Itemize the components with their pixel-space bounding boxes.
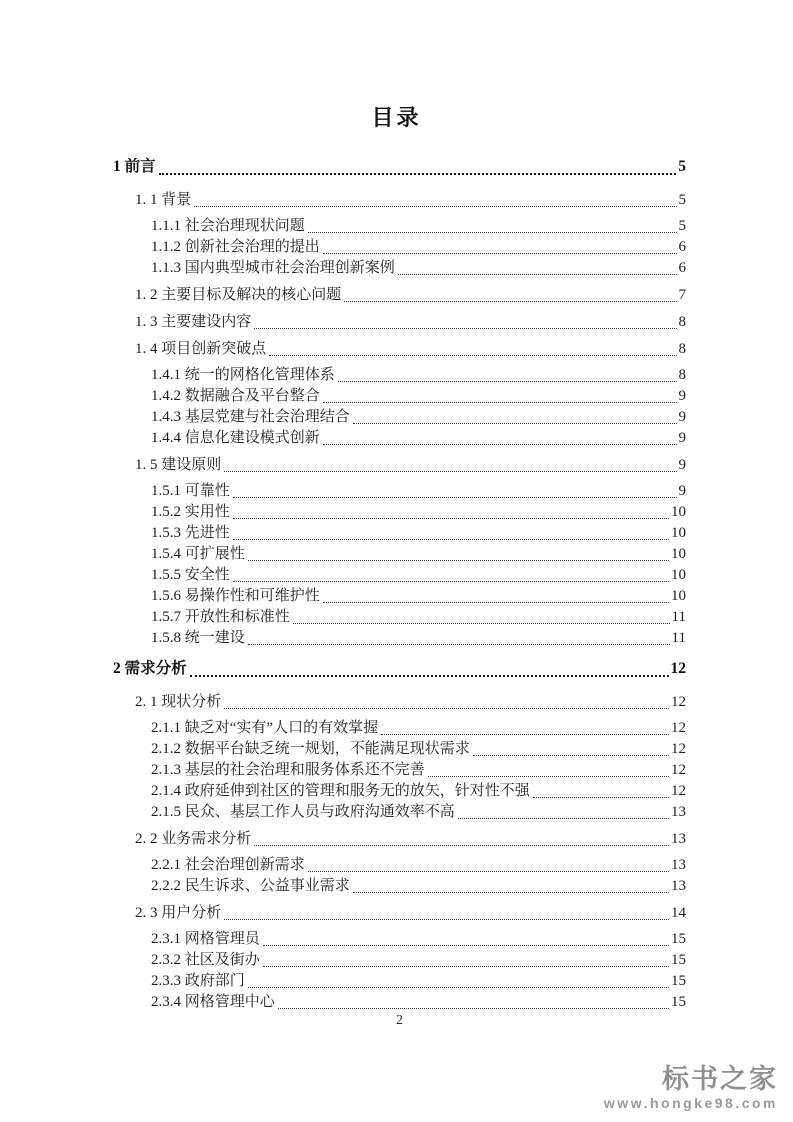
toc-leader-dots: [323, 402, 677, 403]
toc-entry-page: 5: [678, 218, 686, 234]
toc-entry[interactable]: [151, 544, 686, 565]
toc-leader-dots: [224, 919, 669, 920]
toc-entry[interactable]: [151, 739, 686, 760]
toc-entry-label: 1.4.2 数据融合及平台整合: [151, 388, 320, 404]
toc-entry[interactable]: [135, 692, 686, 713]
toc-entry-label: 2.1.3 基层的社会治理和服务体系还不完善: [151, 762, 425, 778]
toc-entry[interactable]: [151, 876, 686, 897]
toc-entry-label: 2.3.2 社区及街办: [151, 952, 260, 968]
toc-entry-label: 1.5.5 安全性: [151, 567, 230, 583]
toc-entry[interactable]: [151, 523, 686, 544]
toc-entry-label: 1.5.2 实用性: [151, 504, 230, 520]
toc-entry-page: 8: [678, 341, 686, 357]
toc-leader-dots: [194, 206, 676, 207]
toc-entry-label: 2.1.4 政府延伸到社区的管理和服务无的放矢，针对性不强: [151, 783, 530, 799]
toc-entry-page: 13: [671, 804, 686, 820]
toc-entry[interactable]: [151, 386, 686, 407]
toc-entry-label: 1.5.3 先进性: [151, 525, 230, 541]
toc-entry[interactable]: [151, 481, 686, 502]
toc-entry[interactable]: [113, 658, 686, 680]
toc-entry-label: 2. 1 现状分析: [135, 694, 222, 710]
toc-leader-dots: [533, 797, 669, 798]
toc-entry-page: 15: [671, 952, 686, 968]
toc-leader-dots: [254, 328, 676, 329]
toc-entry-page: 5: [678, 192, 686, 208]
toc-entry[interactable]: [151, 237, 686, 258]
toc-entry-label: 1.1.3 国内典型城市社会治理创新案例: [151, 260, 395, 276]
toc-entry-label: 1. 4 项目创新突破点: [135, 341, 267, 357]
toc-entry-page: 12: [671, 762, 686, 778]
toc-leader-dots: [353, 423, 677, 424]
page-title: 目录: [371, 105, 422, 130]
toc-entry-page: 12: [671, 741, 686, 757]
toc-entry[interactable]: [151, 992, 686, 1013]
toc-leader-dots: [233, 497, 677, 498]
toc-entry[interactable]: [151, 586, 686, 607]
toc-entry[interactable]: [151, 929, 686, 950]
toc-entry-page: 10: [671, 525, 686, 541]
toc-entry[interactable]: [151, 502, 686, 523]
toc-leader-dots: [263, 945, 669, 946]
toc-entry[interactable]: [151, 407, 686, 428]
toc-entry-page: 8: [678, 314, 686, 330]
toc-entry-label: 1.5.4 可扩展性: [151, 546, 245, 562]
toc-leader-dots: [323, 602, 669, 603]
toc-entry[interactable]: [135, 285, 686, 306]
toc-leader-dots: [224, 471, 676, 472]
toc-entry-label: 1.4.4 信息化建设模式创新: [151, 430, 320, 446]
toc-entry-label: 1.5.8 统一建设: [151, 630, 245, 646]
toc-entry-page: 5: [678, 158, 686, 175]
toc-entry-label: 1.5.6 易操作性和可维护性: [151, 588, 320, 604]
toc-leader-dots: [278, 1008, 669, 1009]
footer-page-number: 2: [396, 1013, 403, 1028]
toc-entry[interactable]: [151, 855, 686, 876]
toc-leader-dots: [233, 539, 669, 540]
toc-leader-dots: [344, 301, 676, 302]
toc-leader-dots: [293, 623, 670, 624]
toc-leader-dots: [338, 381, 677, 382]
toc-entry[interactable]: [151, 781, 686, 802]
toc-leader-dots: [159, 173, 677, 175]
watermark-url-text: www.hongke98.com: [603, 1095, 778, 1112]
toc-entry-label: 1.1.1 社会治理现状问题: [151, 218, 305, 234]
toc-entry[interactable]: [151, 607, 686, 628]
toc-entry[interactable]: [151, 950, 686, 971]
toc-leader-dots: [308, 232, 677, 233]
toc-leader-dots: [254, 845, 669, 846]
toc-entry-label: 1.5.7 开放性和标准性: [151, 609, 290, 625]
toc-leader-dots: [190, 675, 669, 677]
toc-leader-dots: [233, 518, 669, 519]
toc-entry-label: 2.3.3 政府部门: [151, 973, 245, 989]
toc-entry[interactable]: [113, 156, 686, 178]
toc-entry[interactable]: [151, 428, 686, 449]
toc-entry-label: 1. 2 主要目标及解决的核心问题: [135, 287, 342, 303]
toc-entry-label: 2.3.4 网格管理中心: [151, 994, 275, 1010]
toc-leader-dots: [381, 734, 669, 735]
toc-leader-dots: [458, 818, 669, 819]
toc-entry[interactable]: [135, 190, 686, 211]
toc-entry-label: 1.5.1 可靠性: [151, 483, 230, 499]
toc-entry[interactable]: [151, 628, 686, 649]
toc-entry-label: 2.2.2 民生诉求、公益事业需求: [151, 878, 350, 894]
toc-entry[interactable]: [135, 903, 686, 924]
toc-entry[interactable]: [151, 258, 686, 279]
toc-entry-page: 15: [671, 994, 686, 1010]
toc-entry-page: 15: [671, 973, 686, 989]
toc-leader-dots: [308, 871, 669, 872]
toc-entry-label: 2. 2 业务需求分析: [135, 831, 252, 847]
toc-leader-dots: [233, 581, 669, 582]
toc-entry-label: 1.1.2 创新社会治理的提出: [151, 239, 320, 255]
toc-entry-page: 7: [678, 287, 686, 303]
toc-entry-label: 1. 3 主要建设内容: [135, 314, 252, 330]
toc-entry[interactable]: [151, 365, 686, 386]
toc-entry-label: 2.2.1 社会治理创新需求: [151, 857, 305, 873]
toc-entry-label: 1.4.3 基层党建与社会治理结合: [151, 409, 350, 425]
toc-entry[interactable]: [135, 312, 686, 333]
toc-leader-dots: [323, 253, 677, 254]
toc-leader-dots: [224, 708, 669, 709]
toc-leader-dots: [263, 966, 669, 967]
toc-entry[interactable]: [151, 565, 686, 586]
toc-list: [113, 147, 686, 1013]
toc-entry-label: 1. 5 建设原则: [135, 457, 222, 473]
toc-entry-page: 9: [678, 457, 686, 473]
toc-entry[interactable]: [151, 216, 686, 237]
toc-entry-page: 12: [671, 783, 686, 799]
toc-entry-label: 1. 1 背景: [135, 192, 192, 208]
toc-entry-page: 9: [678, 388, 686, 404]
toc-entry-page: 10: [671, 546, 686, 562]
toc-entry-page: 6: [678, 260, 686, 276]
toc-entry[interactable]: [135, 339, 686, 360]
toc-entry[interactable]: [135, 455, 686, 476]
toc-leader-dots: [269, 355, 676, 356]
toc-entry-label: 2 需求分析: [113, 660, 187, 677]
toc-entry-page: 12: [670, 660, 686, 677]
toc-entry-page: 11: [671, 630, 686, 646]
toc-entry-label: 2.3.1 网格管理员: [151, 931, 260, 947]
toc-entry-page: 12: [671, 720, 686, 736]
watermark-brand-text: 标书之家: [662, 1064, 778, 1095]
toc-entry-label: 2.1.1 缺乏对“实有”人口的有效掌握: [151, 720, 379, 736]
toc-leader-dots: [398, 274, 677, 275]
toc-entry-page: 15: [671, 931, 686, 947]
toc-leader-dots: [323, 444, 677, 445]
toc-entry[interactable]: [151, 760, 686, 781]
toc-entry-page: 6: [678, 239, 686, 255]
toc-entry-page: 13: [671, 857, 686, 873]
toc-entry-page: 9: [678, 483, 686, 499]
toc-entry-page: 11: [671, 609, 686, 625]
toc-entry-label: 2. 3 用户分析: [135, 905, 222, 921]
toc-entry-page: 13: [671, 831, 686, 847]
toc-entry[interactable]: [151, 718, 686, 739]
toc-entry-page: 8: [678, 367, 686, 383]
toc-entry-page: 10: [671, 567, 686, 583]
toc-entry-label: 1 前言: [113, 158, 156, 175]
toc-entry-label: 1.4.1 统一的网格化管理体系: [151, 367, 335, 383]
toc-entry-label: 2.1.5 民众、基层工作人员与政府沟通效率不高: [151, 804, 455, 820]
toc-entry-page: 13: [671, 878, 686, 894]
toc-leader-dots: [353, 892, 669, 893]
toc-leader-dots: [473, 755, 669, 756]
toc-leader-dots: [248, 560, 669, 561]
toc-leader-dots: [248, 644, 670, 645]
toc-entry-page: 9: [678, 409, 686, 425]
toc-entry-page: 9: [678, 430, 686, 446]
toc-entry-page: 14: [671, 905, 686, 921]
toc-entry-label: 2.1.2 数据平台缺乏统一规划，不能满足现状需求: [151, 741, 470, 757]
toc-leader-dots: [428, 776, 669, 777]
toc-entry-page: 12: [671, 694, 686, 710]
toc-entry-page: 10: [671, 504, 686, 520]
toc-entry[interactable]: [151, 971, 686, 992]
toc-entry-page: 10: [671, 588, 686, 604]
toc-leader-dots: [248, 987, 669, 988]
toc-entry[interactable]: [151, 802, 686, 823]
watermark: [604, 1066, 778, 1112]
toc-entry[interactable]: [135, 829, 686, 850]
